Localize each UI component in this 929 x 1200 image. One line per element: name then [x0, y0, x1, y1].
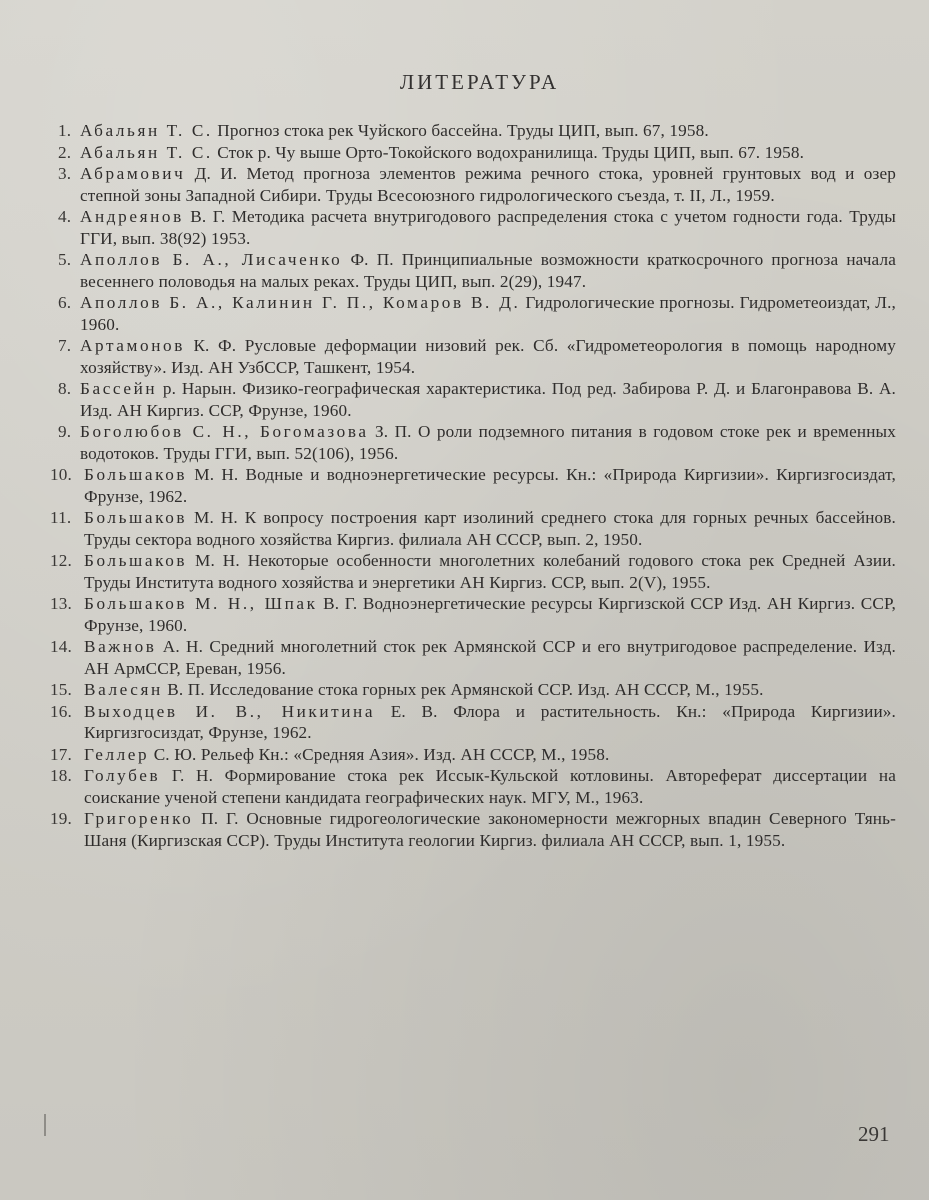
reference-author: Большаков М. Н., Шпак [84, 594, 318, 613]
reference-item [50, 636, 896, 679]
reference-item [58, 163, 896, 206]
reference-number: 10. [50, 465, 72, 484]
page-title: ЛИТЕРАТУРА [399, 70, 560, 94]
reference-number: 4. [58, 207, 72, 226]
reference-text: П. Г. Основные гидрогеологические закономерности межгорных впадин Северного Тянь-Шаня (Киргизская ССР). Труды Института геологии Киргиз. филиала АН СССР, вып. 1, 1955. [84, 809, 896, 850]
reference-author: Боголюбов С. Н., Богомазова [80, 422, 369, 441]
reference-number: 19. [50, 809, 72, 828]
reference-author: Большаков [84, 551, 188, 570]
reference-item [50, 744, 896, 766]
reference-number: 16. [50, 701, 72, 721]
reference-author: Большаков [84, 508, 188, 527]
reference-author: Андреянов [80, 207, 184, 226]
reference-item [50, 765, 896, 808]
margin-mark [44, 1114, 46, 1136]
reference-author: Аполлов Б. А., Калинин Г. П., Комаров В. Д. [80, 293, 521, 312]
reference-author: Геллер [84, 744, 150, 764]
reference-text: М. Н. Водные и водноэнергетические ресурсы. Кн.: «Природа Киргизии». Киргизгосиздат, Фрунзе, 1962. [84, 465, 897, 506]
reference-text: А. Н. Средний многолетний сток рек Армянской ССР и его внутригодовое распределение. Изд. АН АрмССР, Ереван, 1956. [84, 637, 896, 678]
reference-item [50, 679, 896, 701]
reference-text: К. Ф. Русловые деформации низовий рек. Сб. «Гидрометеорология в помощь народному хозяйству». Изд. АН УзбССР, Ташкент, 1954. [80, 336, 896, 377]
reference-item [50, 593, 897, 636]
reference-author: Выходцев И. В., Никитина [84, 701, 376, 721]
reference-item [58, 142, 896, 164]
reference-author: Абальян Т. С. [80, 142, 213, 162]
reference-number: 5. [58, 250, 72, 269]
reference-text: В. П. Исследование стока горных рек Армянской ССР. Изд. АН СССР, М., 1955. [167, 680, 764, 699]
page-number: 291 [858, 1122, 890, 1146]
reference-number: 3. [58, 164, 72, 183]
reference-text: М. Н. Некоторые особенности многолетних колебаний годового стока рек Средней Азии. Труды Института водного хозяйства и энергетики АН Киргиз. ССР, вып. 2(V), 1955. [84, 551, 896, 592]
reference-text: В. Г. Водноэнергетические ресурсы Киргизской ССР Изд. АН Киргиз. ССР, Фрунзе, 1960. [84, 594, 897, 635]
reference-number: 7. [58, 336, 72, 355]
reference-text: В. Г. Методика расчета внутригодового распределения стока с учетом годности года. Труды ГГИ, вып. 38(92) 1953. [80, 207, 897, 248]
reference-number: 8. [58, 379, 72, 398]
reference-author: Важнов [84, 637, 157, 656]
reference-item [50, 808, 896, 851]
reference-text: Прогноз стока рек Чуйского бассейна. Труды ЦИП, вып. 67, 1958. [217, 121, 709, 140]
reference-text: Д. И. Метод прогноза элементов режима речного стока, уровней грунтовых вод и озер степной зоны Западной Сибири. Труды Всесоюзного гидрологического съезда, т. II, Л., 1959. [80, 164, 896, 205]
reference-text: Гидрологические прогнозы. Гидрометеоиздат, Л., 1960. [80, 293, 896, 334]
reference-number: 15. [50, 680, 72, 699]
reference-text: Г. Н. Формирование стока рек Иссык-Кульской котловины. Автореферат диссертации на соискание ученой степени кандидата географических наук. МГУ, М., 1963. [84, 766, 896, 807]
reference-item [58, 292, 896, 335]
reference-item [58, 335, 896, 378]
reference-number: 13. [50, 594, 72, 613]
reference-text: Е. В. Флора и растительность. Кн.: «Природа Киргизии». Киргизгосиздат, Фрунзе, 1962. [84, 701, 896, 742]
reference-author: Артамонов [80, 336, 185, 355]
reference-item [50, 701, 896, 744]
reference-author: Валесян [84, 680, 163, 699]
reference-text: Сток р. Чу выше Орто-Токойского водохранилища. Труды ЦИП, вып. 67. 1958. [217, 142, 805, 162]
reference-text: С. Ю. Рельеф Кн.: «Средняя Азия». Изд. АН СССР, М., 1958. [153, 744, 610, 764]
reference-number: 12. [50, 551, 72, 570]
reference-author: Григоренко [84, 809, 194, 828]
reference-list [50, 120, 897, 851]
reference-author: Абальян Т. С. [80, 121, 213, 140]
reference-number: 14. [50, 637, 72, 656]
reference-number: 11. [50, 508, 72, 527]
reference-number: 9. [58, 422, 72, 441]
reference-item [50, 507, 896, 550]
reference-item [58, 206, 896, 249]
reference-number: 18. [50, 766, 72, 785]
reference-item [58, 378, 896, 421]
reference-item [58, 421, 896, 464]
reference-number: 6. [58, 293, 72, 312]
reference-item [58, 120, 896, 142]
reference-text: Ф. П. Принципиальные возможности краткосрочного прогноза начала весеннего половодья на малых реках. Труды ЦИП, вып. 2(29), 1947. [80, 250, 896, 291]
reference-item [50, 550, 896, 593]
reference-number: 1. [58, 121, 72, 140]
reference-number: 2. [58, 142, 72, 162]
reference-text: р. Нарын. Физико-географическая характеристика. Под ред. Забирова Р. Д. и Благонравова В. А. Изд. АН Киргиз. ССР, Фрунзе, 1960. [80, 379, 896, 420]
reference-text: З. П. О роли подземного питания в годовом стоке рек и временных водотоков. Труды ГГИ, вып. 52(106), 1956. [80, 422, 896, 463]
reference-author: Абрамович [80, 164, 186, 183]
reference-item [50, 464, 897, 507]
reference-author: Большаков [84, 465, 188, 484]
reference-text: М. Н. К вопросу построения карт изолиний среднего стока для горных речных бассейнов. Труды сектора водного хозяйства Киргиз. филиала АН СССР, вып. 2, 1950. [84, 508, 896, 549]
reference-author: Голубев [84, 766, 161, 785]
reference-number: 17. [50, 744, 72, 764]
reference-item [58, 249, 896, 292]
reference-author: Аполлов Б. А., Лисаченко [80, 250, 343, 269]
reference-author: Бассейн [80, 379, 158, 398]
